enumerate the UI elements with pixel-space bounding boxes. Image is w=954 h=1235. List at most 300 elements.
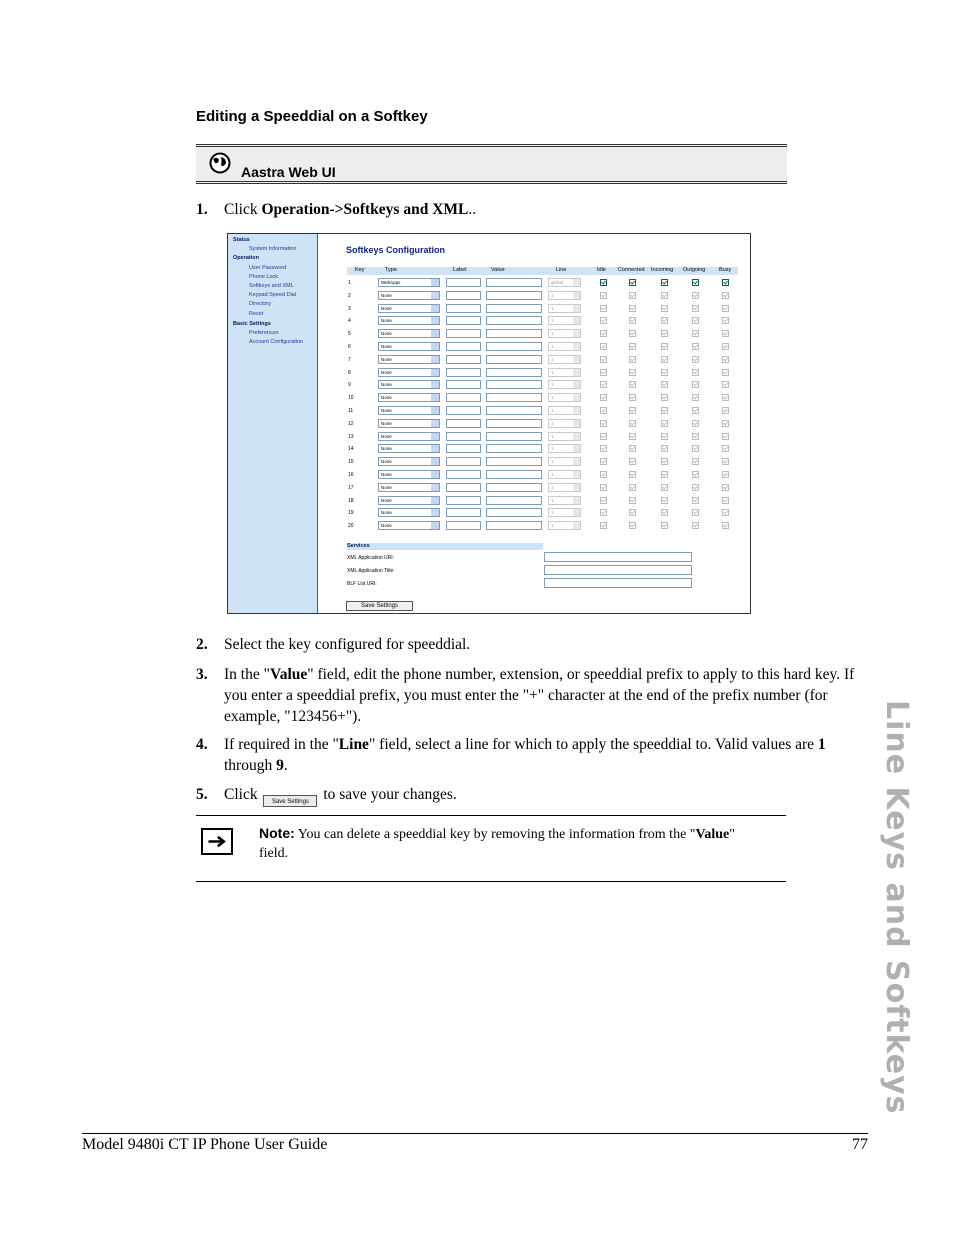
key-number: 19 (348, 510, 354, 517)
page-number: 77 (852, 1136, 868, 1153)
step-2: 2. Select the key configured for speeddial. (196, 636, 471, 653)
services-header-bar (347, 543, 543, 550)
line-select[interactable]: 1 (548, 521, 581, 530)
incoming-checkbox[interactable] (661, 484, 668, 491)
table-row (347, 355, 747, 366)
idle-checkbox[interactable] (600, 433, 607, 440)
table-row (347, 521, 747, 532)
line-select[interactable]: 1 (548, 470, 581, 479)
outgoing-checkbox[interactable] (692, 522, 699, 529)
line-select[interactable]: 1 (548, 291, 581, 300)
key-number: 2 (348, 292, 351, 299)
incoming-checkbox[interactable] (661, 330, 668, 337)
line-select[interactable]: 1 (548, 355, 581, 364)
type-select[interactable]: None (378, 419, 440, 428)
chevron-down-icon (431, 407, 439, 414)
key-number: 7 (348, 356, 351, 363)
blf-uri-input[interactable] (544, 578, 692, 588)
key-number: 4 (348, 318, 351, 325)
idle-checkbox[interactable] (600, 497, 607, 504)
connected-checkbox[interactable] (629, 305, 636, 312)
chevron-down-icon (573, 407, 580, 414)
incoming-checkbox[interactable] (661, 509, 668, 516)
footer-rule (82, 1133, 868, 1134)
label-input[interactable] (446, 419, 481, 428)
idle-checkbox[interactable] (600, 522, 607, 529)
incoming-checkbox[interactable] (661, 343, 668, 350)
label-input[interactable] (446, 342, 481, 351)
busy-checkbox[interactable] (722, 369, 729, 376)
connected-checkbox[interactable] (629, 471, 636, 478)
label-input[interactable] (446, 483, 481, 492)
line-select[interactable]: 1 (548, 368, 581, 377)
chevron-down-icon (431, 292, 439, 299)
chevron-down-icon (431, 356, 439, 363)
incoming-checkbox[interactable] (661, 305, 668, 312)
step-1: 1. Click Operation->Softkeys and XML.. (196, 201, 477, 218)
value-input[interactable] (486, 406, 542, 415)
nav-item-system-information[interactable]: System Information (249, 246, 297, 252)
key-number: 8 (348, 369, 351, 376)
incoming-checkbox[interactable] (661, 381, 668, 388)
connected-checkbox[interactable] (629, 445, 636, 452)
outgoing-checkbox[interactable] (692, 317, 699, 324)
table-row (347, 291, 747, 302)
key-number: 14 (348, 446, 354, 453)
web-ui-label: Aastra Web UI (241, 164, 336, 180)
line-select[interactable]: 1 (548, 304, 581, 313)
incoming-checkbox[interactable] (661, 471, 668, 478)
busy-checkbox[interactable] (722, 420, 729, 427)
idle-checkbox[interactable] (600, 381, 607, 388)
label-input[interactable] (446, 521, 481, 530)
nav-item-account-configuration[interactable]: Account Configuration (249, 339, 304, 345)
outgoing-checkbox[interactable] (692, 407, 699, 414)
table-row (347, 457, 747, 468)
nav-section-basic-settings: Basic Settings (233, 321, 271, 327)
nav-item-directory[interactable]: Directory (249, 301, 272, 307)
connected-checkbox[interactable] (629, 381, 636, 388)
chevron-down-icon (431, 497, 439, 504)
line-select[interactable]: 1 (548, 508, 581, 517)
col-type: Type (385, 267, 397, 273)
blf-uri-label: BLF List URI: (347, 581, 377, 587)
line-select[interactable]: 1 (548, 316, 581, 325)
label-input[interactable] (446, 380, 481, 389)
chevron-down-icon (431, 330, 439, 337)
chevron-down-icon (573, 484, 580, 491)
busy-checkbox[interactable] (722, 317, 729, 324)
busy-checkbox[interactable] (722, 522, 729, 529)
connected-checkbox[interactable] (629, 330, 636, 337)
outgoing-checkbox[interactable] (692, 445, 699, 452)
connected-checkbox[interactable] (629, 509, 636, 516)
line-select[interactable]: 1 (548, 380, 581, 389)
col-value: Value (491, 267, 505, 273)
outgoing-checkbox[interactable] (692, 343, 699, 350)
idle-checkbox[interactable] (600, 394, 607, 401)
label-input[interactable] (446, 444, 481, 453)
connected-checkbox[interactable] (629, 497, 636, 504)
chevron-down-icon (431, 394, 439, 401)
incoming-checkbox[interactable] (661, 369, 668, 376)
table-row (347, 393, 747, 404)
incoming-checkbox[interactable] (661, 317, 668, 324)
chevron-down-icon (573, 509, 580, 516)
outgoing-checkbox[interactable] (692, 484, 699, 491)
type-select[interactable]: None (378, 291, 440, 300)
busy-checkbox[interactable] (722, 407, 729, 414)
incoming-checkbox[interactable] (661, 445, 668, 452)
busy-checkbox[interactable] (722, 343, 729, 350)
web-ui-banner (196, 144, 787, 184)
key-number: 16 (348, 472, 354, 478)
chevron-down-icon (573, 279, 580, 286)
value-input[interactable] (486, 457, 542, 466)
type-select[interactable]: None (378, 457, 440, 466)
col-busy: Busy (719, 267, 732, 273)
busy-checkbox[interactable] (722, 305, 729, 312)
chevron-down-icon (431, 369, 439, 376)
busy-checkbox[interactable] (722, 279, 729, 286)
outgoing-checkbox[interactable] (692, 433, 699, 440)
col-key: Key (355, 267, 365, 273)
busy-checkbox[interactable] (722, 445, 729, 452)
chevron-down-icon (431, 445, 439, 452)
line-select[interactable]: 1 (548, 457, 581, 466)
chevron-down-icon (573, 471, 580, 478)
note-box (196, 815, 786, 882)
label-input[interactable] (446, 355, 481, 364)
busy-checkbox[interactable] (722, 497, 729, 504)
key-number: 17 (348, 484, 354, 491)
chevron-down-icon (573, 497, 580, 504)
value-input[interactable] (486, 316, 542, 325)
idle-checkbox[interactable] (600, 317, 607, 324)
line-select[interactable]: 1 (548, 393, 581, 402)
busy-checkbox[interactable] (722, 458, 729, 465)
idle-checkbox[interactable] (600, 369, 607, 376)
type-select[interactable]: None (378, 368, 440, 377)
incoming-checkbox[interactable] (661, 279, 668, 286)
incoming-checkbox[interactable] (661, 433, 668, 440)
busy-checkbox[interactable] (722, 356, 729, 363)
busy-checkbox[interactable] (722, 292, 729, 299)
incoming-checkbox[interactable] (661, 394, 668, 401)
line-select[interactable]: 1 (548, 406, 581, 415)
value-input[interactable] (486, 508, 542, 517)
label-input[interactable] (446, 393, 481, 402)
chevron-down-icon (431, 279, 439, 286)
table-row (347, 368, 747, 379)
table-row (347, 342, 747, 353)
table-row (347, 380, 747, 391)
chevron-down-icon (431, 343, 439, 350)
line-select[interactable]: global (548, 278, 581, 287)
chevron-down-icon (431, 509, 439, 516)
type-select[interactable]: None (378, 355, 440, 364)
label-input[interactable] (446, 316, 481, 325)
line-select[interactable]: 1 (548, 483, 581, 492)
type-select[interactable]: None (378, 304, 440, 313)
table-row (347, 432, 747, 443)
inline-save-settings-button: Save Settings (263, 795, 317, 807)
idle-checkbox[interactable] (600, 292, 607, 299)
nav-section-status: Status (233, 237, 250, 243)
value-input[interactable] (486, 496, 542, 505)
chevron-down-icon (573, 330, 580, 337)
type-select[interactable]: None (378, 393, 440, 402)
nav-sidebar (228, 234, 318, 613)
nav-item-phone-lock[interactable]: Phone Lock (249, 274, 279, 280)
label-input[interactable] (446, 457, 481, 466)
value-input[interactable] (486, 380, 542, 389)
value-input[interactable] (486, 304, 542, 313)
idle-checkbox[interactable] (600, 330, 607, 337)
value-input[interactable] (486, 329, 542, 338)
globe-icon (209, 152, 231, 174)
idle-checkbox[interactable] (600, 279, 607, 286)
chevron-down-icon (431, 433, 439, 440)
label-input[interactable] (446, 278, 481, 287)
busy-checkbox[interactable] (722, 471, 729, 478)
connected-checkbox[interactable] (629, 522, 636, 529)
outgoing-checkbox[interactable] (692, 292, 699, 299)
table-row (347, 483, 747, 494)
softkeys-config-screenshot (227, 233, 751, 614)
table-row (347, 419, 747, 430)
busy-checkbox[interactable] (722, 484, 729, 491)
value-input[interactable] (486, 278, 542, 287)
type-select[interactable]: None (378, 444, 440, 453)
outgoing-checkbox[interactable] (692, 279, 699, 286)
value-input[interactable] (486, 342, 542, 351)
nav-item-softkeys-xml[interactable]: Softkeys and XML (249, 283, 294, 289)
busy-checkbox[interactable] (722, 330, 729, 337)
label-input[interactable] (446, 508, 481, 517)
save-settings-button[interactable]: Save Settings (346, 601, 413, 611)
idle-checkbox[interactable] (600, 509, 607, 516)
col-incoming: Incoming (651, 267, 674, 273)
type-select[interactable]: None (378, 406, 440, 415)
type-select[interactable]: None (378, 496, 440, 505)
line-select[interactable]: 1 (548, 444, 581, 453)
outgoing-checkbox[interactable] (692, 369, 699, 376)
chevron-down-icon (573, 317, 580, 324)
outgoing-checkbox[interactable] (692, 305, 699, 312)
chevron-down-icon (573, 292, 580, 299)
key-number: 18 (348, 497, 354, 504)
chevron-down-icon (573, 356, 580, 363)
outgoing-checkbox[interactable] (692, 509, 699, 516)
incoming-checkbox[interactable] (661, 420, 668, 427)
label-input[interactable] (446, 496, 481, 505)
type-select[interactable]: None (378, 508, 440, 517)
value-input[interactable] (486, 393, 542, 402)
line-select[interactable]: 1 (548, 496, 581, 505)
idle-checkbox[interactable] (600, 445, 607, 452)
chevron-down-icon (431, 484, 439, 491)
value-input[interactable] (486, 291, 542, 300)
value-input[interactable] (486, 521, 542, 530)
chevron-down-icon (573, 445, 580, 452)
key-number: 6 (348, 344, 351, 350)
idle-checkbox[interactable] (600, 356, 607, 363)
services-title: Services (347, 543, 370, 549)
outgoing-checkbox[interactable] (692, 458, 699, 465)
nav-item-reset[interactable]: Reset (249, 311, 264, 317)
connected-checkbox[interactable] (629, 420, 636, 427)
xml-uri-input[interactable] (544, 552, 692, 562)
connected-checkbox[interactable] (629, 343, 636, 350)
table-row (347, 406, 747, 417)
idle-checkbox[interactable] (600, 484, 607, 491)
idle-checkbox[interactable] (600, 305, 607, 312)
step-5: 5. Click Save Settings to save your changes. (196, 786, 457, 805)
label-input[interactable] (446, 368, 481, 377)
line-select[interactable]: 1 (548, 342, 581, 351)
connected-checkbox[interactable] (629, 484, 636, 491)
chevron-down-icon (431, 471, 439, 478)
value-input[interactable] (486, 368, 542, 377)
outgoing-checkbox[interactable] (692, 356, 699, 363)
chevron-down-icon (431, 458, 439, 465)
outgoing-checkbox[interactable] (692, 471, 699, 478)
label-input[interactable] (446, 304, 481, 313)
col-outgoing: Outgoing (683, 267, 706, 273)
line-select[interactable]: 1 (548, 432, 581, 441)
connected-checkbox[interactable] (629, 292, 636, 299)
outgoing-checkbox[interactable] (692, 420, 699, 427)
table-row (347, 470, 747, 481)
busy-checkbox[interactable] (722, 433, 729, 440)
label-input[interactable] (446, 406, 481, 415)
type-select[interactable]: None (378, 470, 440, 479)
step-3: 3. In the "Value" field, edit the phone number, extension, or speeddial prefix to apply to this hard key. If you enter a speeddial prefix, you must enter the "+" character at the end of the prefix number (for example, "123456+"). (196, 666, 855, 725)
chevron-down-icon (573, 420, 580, 427)
outgoing-checkbox[interactable] (692, 330, 699, 337)
idle-checkbox[interactable] (600, 343, 607, 350)
nav-item-preferences[interactable]: Preferences (249, 330, 279, 336)
connected-checkbox[interactable] (629, 407, 636, 414)
type-select[interactable]: None (378, 380, 440, 389)
key-number: 3 (348, 305, 351, 312)
table-row (347, 496, 747, 507)
nav-section-operation: Operation (233, 255, 259, 261)
table-row (347, 304, 747, 315)
type-select[interactable]: None (378, 329, 440, 338)
chevron-down-icon (573, 343, 580, 350)
incoming-checkbox[interactable] (661, 356, 668, 363)
chevron-down-icon (431, 381, 439, 388)
label-input[interactable] (446, 329, 481, 338)
type-select[interactable]: None (378, 483, 440, 492)
table-row (347, 508, 747, 519)
chevron-down-icon (431, 305, 439, 312)
label-input[interactable] (446, 470, 481, 479)
chevron-down-icon (431, 420, 439, 427)
type-select[interactable]: None (378, 432, 440, 441)
label-input[interactable] (446, 432, 481, 441)
outgoing-checkbox[interactable] (692, 381, 699, 388)
connected-checkbox[interactable] (629, 394, 636, 401)
idle-checkbox[interactable] (600, 407, 607, 414)
chevron-down-icon (573, 305, 580, 312)
chevron-down-icon (573, 381, 580, 388)
key-number: 13 (348, 433, 354, 440)
table-header-bar (347, 267, 738, 275)
key-number: 10 (348, 395, 354, 402)
idle-checkbox[interactable] (600, 458, 607, 465)
incoming-checkbox[interactable] (661, 458, 668, 465)
type-select[interactable]: WebApps (378, 278, 440, 287)
value-input[interactable] (486, 470, 542, 479)
col-connected: Connected (618, 267, 645, 273)
idle-checkbox[interactable] (600, 471, 607, 478)
key-number: 12 (348, 420, 354, 427)
value-input[interactable] (486, 432, 542, 441)
outgoing-checkbox[interactable] (692, 394, 699, 401)
value-input[interactable] (486, 355, 542, 364)
value-input[interactable] (486, 419, 542, 428)
connected-checkbox[interactable] (629, 458, 636, 465)
chevron-down-icon (573, 433, 580, 440)
key-number: 9 (348, 382, 351, 389)
value-input[interactable] (486, 444, 542, 453)
chevron-down-icon (573, 369, 580, 376)
type-select[interactable]: None (378, 342, 440, 351)
key-number: 15 (348, 459, 354, 466)
connected-checkbox[interactable] (629, 369, 636, 376)
connected-checkbox[interactable] (629, 317, 636, 324)
connected-checkbox[interactable] (629, 433, 636, 440)
busy-checkbox[interactable] (722, 381, 729, 388)
incoming-checkbox[interactable] (661, 407, 668, 414)
chevron-down-icon (431, 522, 439, 529)
xml-title-input[interactable] (544, 565, 692, 575)
label-input[interactable] (446, 291, 481, 300)
key-number: 1 (348, 280, 351, 286)
nav-item-keypad-speed-dial[interactable]: Keypad Speed Dial (249, 292, 297, 298)
idle-checkbox[interactable] (600, 420, 607, 427)
xml-title-label: XML Application Title: (347, 568, 395, 574)
footer-guide-title: Model 9480i CT IP Phone User Guide (82, 1136, 328, 1153)
busy-checkbox[interactable] (722, 509, 729, 516)
outgoing-checkbox[interactable] (692, 497, 699, 504)
chevron-down-icon (573, 522, 580, 529)
line-select[interactable]: 1 (548, 329, 581, 338)
config-title: Softkeys Configuration (346, 245, 446, 255)
col-label: Label (453, 267, 467, 273)
chevron-down-icon (431, 317, 439, 324)
table-row (347, 444, 747, 455)
chevron-down-icon (573, 458, 580, 465)
busy-checkbox[interactable] (722, 394, 729, 401)
connected-checkbox[interactable] (629, 279, 636, 286)
arrow-right-icon (201, 828, 233, 855)
type-select[interactable]: None (378, 316, 440, 325)
line-select[interactable]: 1 (548, 419, 581, 428)
key-number: 11 (348, 408, 354, 414)
nav-item-user-password[interactable]: User Password (249, 265, 287, 271)
incoming-checkbox[interactable] (661, 292, 668, 299)
incoming-checkbox[interactable] (661, 497, 668, 504)
type-select[interactable]: None (378, 521, 440, 530)
connected-checkbox[interactable] (629, 356, 636, 363)
value-input[interactable] (486, 483, 542, 492)
incoming-checkbox[interactable] (661, 522, 668, 529)
key-number: 5 (348, 331, 351, 338)
